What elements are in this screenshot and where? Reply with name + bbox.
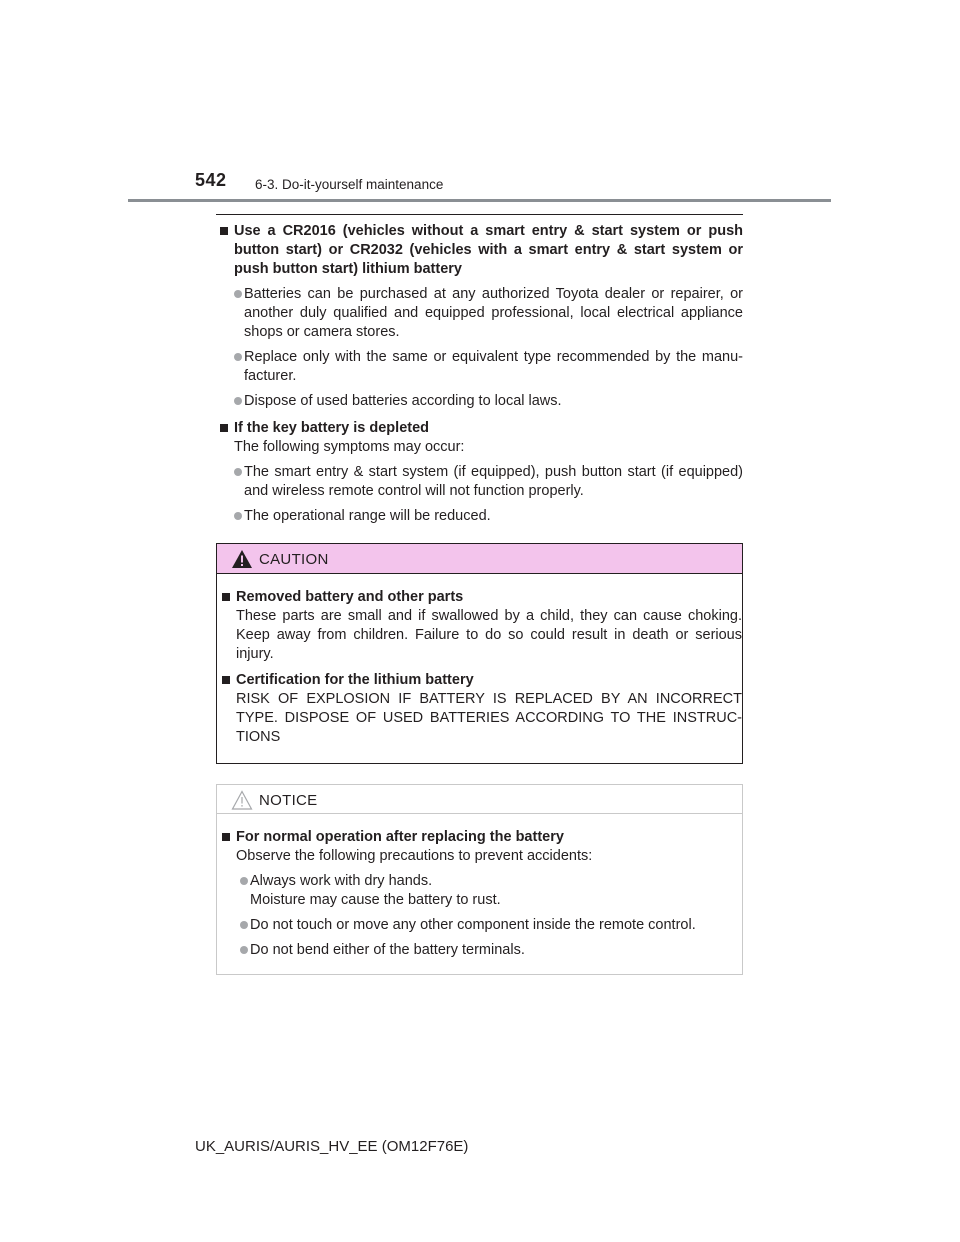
list-item [218,392,743,411]
notice-header [217,785,742,814]
square-bullet-icon [222,593,230,601]
round-bullet-icon [234,512,242,520]
main-content [218,222,743,526]
caution-item-text: These parts are small and if swallowed by a child, they can cause choking. Keep away from children. Failure to do so could result in death or serious injury. [236,608,742,662]
section-heading-text: Use a CR2016 (vehicles without a smart entry & start system or push button start) or CR2032 (vehicles with a smart entry & start system or push button start) lithium battery [234,223,743,277]
list-item [218,285,743,342]
notice-heading-text: For normal operation after replacing the battery [236,829,564,845]
notice-label: NOTICE [259,792,318,809]
list-item [220,941,742,960]
content-divider [216,214,743,215]
section-intro: The following symptoms may occur: [234,439,465,455]
manual-code: UK_AURIS/AURIS_HV_EE (OM12F76E) [195,1138,469,1155]
list-item-text: Do not bend either of the battery terminals. [250,942,525,958]
list-item-text: Always work with dry hands. [250,873,433,889]
caution-header [217,544,742,574]
caution-body [217,574,742,747]
round-bullet-icon [240,877,248,885]
header-divider [128,199,831,202]
caution-item-text: RISK OF EXPLOSION IF BATTERY IS REPLACED BY AN INCORRECT TYPE. DISPOSE OF USED BATTERIES ACCORDING TO THE INSTRUC-TIONS [236,691,742,745]
section-title: 6-3. Do-it-yourself maintenance [255,177,444,192]
notice-intro: Observe the following precautions to prevent accidents: [236,848,593,864]
list-item-text: The operational range will be reduced. [244,508,491,524]
list-item-text: Dispose of used batteries according to local laws. [244,393,562,409]
page-number: 542 [195,170,227,190]
list-item [218,507,743,526]
notice-heading [220,828,742,847]
list-item [220,872,742,910]
round-bullet-icon [234,468,242,476]
notice-body [217,814,742,960]
round-bullet-icon [234,353,242,361]
caution-item-heading [220,671,742,690]
list-item-text: The smart entry & start system (if equipped), push button start (if equipped) and wireless remote control will not function properly. [244,464,743,499]
list-item-text: Batteries can be purchased at any authorized Toyota dealer or repairer, or another duly qualified and equipped professional, local electrical appliance shops or camera stores. [244,286,743,340]
square-bullet-icon [222,676,230,684]
caution-item-heading-text: Certification for the lithium battery [236,672,474,688]
warning-triangle-icon [231,549,253,569]
round-bullet-icon [234,397,242,405]
square-bullet-icon [220,227,228,235]
list-item-text: Do not touch or move any other component inside the remote control. [250,917,696,933]
caution-box [216,543,743,764]
square-bullet-icon [220,424,228,432]
round-bullet-icon [240,946,248,954]
square-bullet-icon [222,833,230,841]
list-item [218,463,743,501]
caution-item-heading [220,588,742,607]
warning-triangle-outline-icon [231,790,253,810]
list-item [218,348,743,386]
round-bullet-icon [234,290,242,298]
round-bullet-icon [240,921,248,929]
list-item [220,916,742,935]
caution-label: CAUTION [259,551,329,568]
section-heading-text: If the key battery is depleted [234,420,430,436]
notice-box [216,784,743,975]
caution-item-heading-text: Removed battery and other parts [236,589,464,605]
list-item-subtext: Moisture may cause the battery to rust. [250,892,501,908]
section-heading [218,419,743,438]
section-heading [218,222,743,279]
list-item-text: Replace only with the same or equivalent type recommended by the manu-facturer. [244,349,743,384]
